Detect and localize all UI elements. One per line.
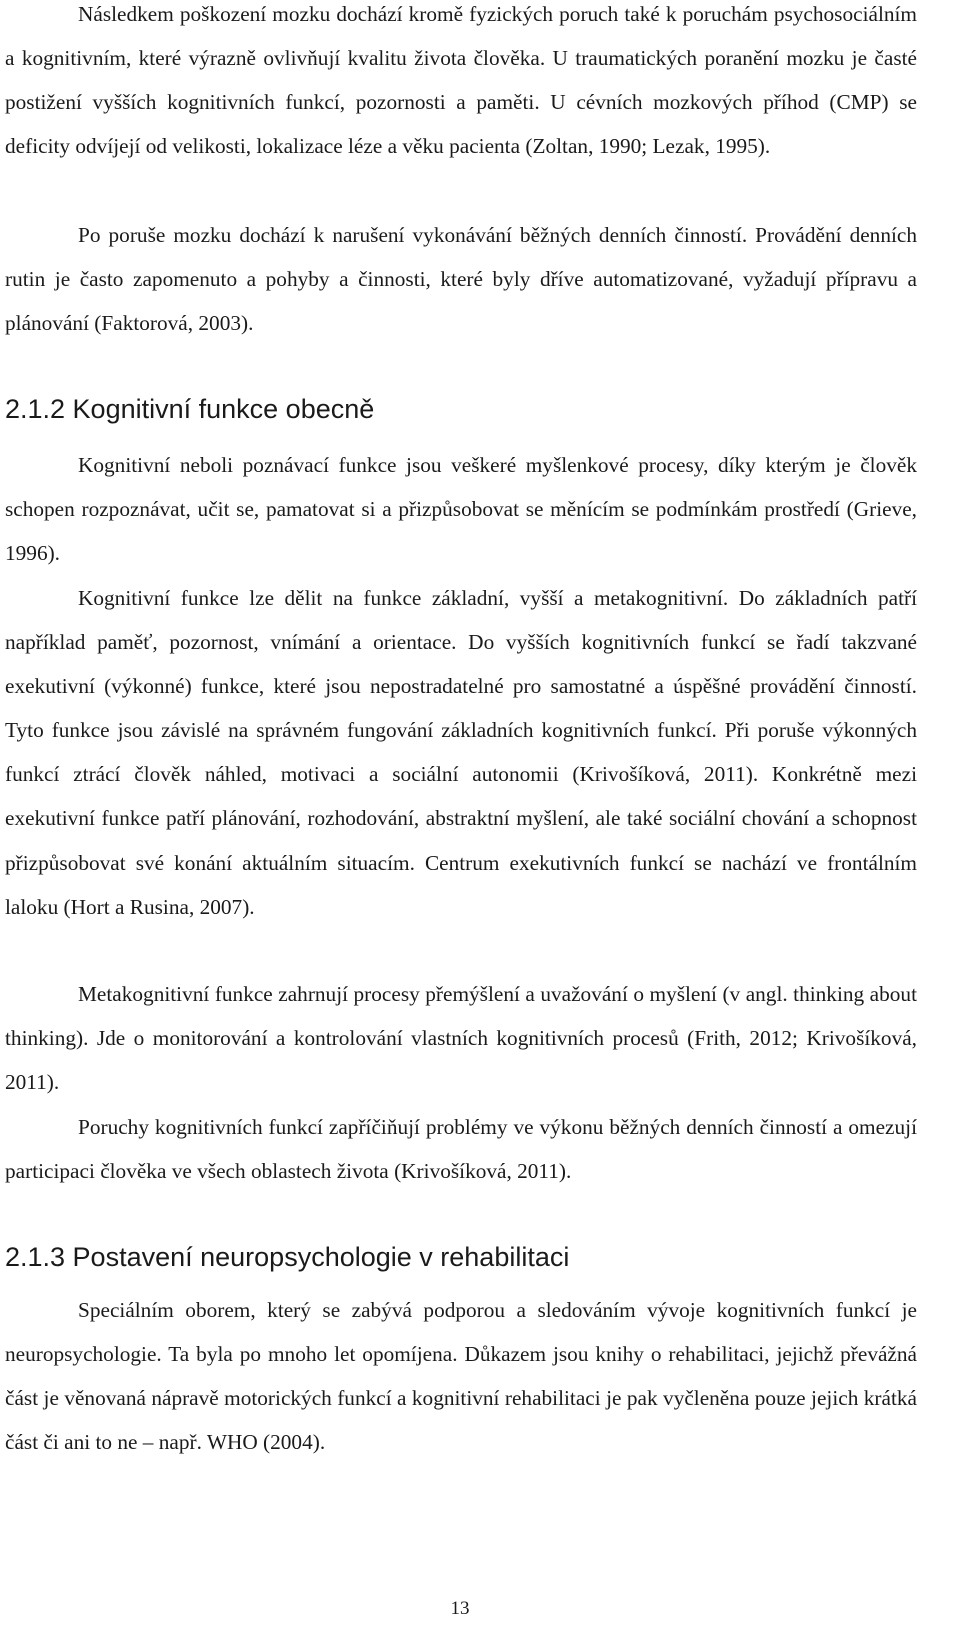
paragraph-neuropsychology: Speciálním oborem, který se zabývá podporou a sledováním vývoje kognitivních funkcí je neuropsychologie. Ta byla po mnoho let opomíjena. Důkazem jsou knihy o rehabilitaci, jejichž převážná část je věnovaná nápravě motorických funkcí a kognitivní rehabilitaci je pak vyčleněna pouze jejich krátká část či ani to ne – např. WHO (2004). [5, 1298, 917, 1455]
paragraph-cognitive-division: Kognitivní funkce lze dělit na funkce základní, vyšší a metakognitivní. Do základních patří například paměť, pozornost, vnímání a orientace. Do vyšších kognitivních funkcí se řadí takzvané exekutivní (výkonné) funkce, které jsou nepostradatelné pro samostatné a úspěšné provádění činností. Tyto funkce jsou závislé na správném fungování základních kognitivních funkcí. Při poruše výkonných funkcí ztrácí člověk náhled, motivaci a sociální autonomii (Krivošíková, 2011). Konkrétně mezi exekutivní funkce patří plánování, rozhodování, abstraktní myšlení, ale také sociální chování a schopnost přizpůsobovat své konání aktuálním situacím. Centrum exekutivních funkcí se nachází ve frontálním laloku (Hort a Rusina, 2007). [5, 586, 917, 919]
paragraph-brain-damage-consequences: Následkem poškození mozku dochází kromě fyzických poruch také k poruchám psychosociálním a kognitivním, které výrazně ovlivňují kvalitu života člověka. U traumatických poranění mozku je časté postižení vyšších kognitivních funkcí, pozornosti a paměti. U cévních mozkových příhod (CMP) se deficity odvíjejí od velikosti, lokalizace léze a věku pacienta (Zoltan, 1990; Lezak, 1995). [5, 2, 917, 159]
section-heading-cognitive-functions: 2.1.2 Kognitivní funkce obecně [5, 394, 375, 424]
paragraph-cognitive-definition: Kognitivní neboli poznávací funkce jsou veškeré myšlenkové procesy, díky kterým je člověk schopen rozpoznávat, učit se, pamatovat si a přizpůsobovat se měnícím se podmínkám prostředí (Grieve, 1996). [5, 453, 917, 566]
paragraph-metacognitive: Metakognitivní funkce zahrnují procesy přemýšlení a uvažování o myšlení (v angl. thinking about thinking). Jde o monitorování a kontrolování vlastních kognitivních procesů (Frith, 2012; Krivošíková, 2011). [5, 982, 917, 1095]
section-heading-neuropsychology: 2.1.3 Postavení neuropsychologie v rehabilitaci [5, 1242, 570, 1272]
page-number: 13 [450, 1598, 470, 1619]
paragraph-cognitive-disorders: Poruchy kognitivních funkcí zapříčiňují problémy ve výkonu běžných denních činností a omezují participaci člověka ve všech oblastech života (Krivošíková, 2011). [5, 1115, 917, 1184]
paragraph-daily-activities: Po poruše mozku dochází k narušení vykonávání běžných denních činností. Provádění denních rutin je často zapomenuto a pohyby a činnosti, které byly dříve automatizované, vyžadují přípravu a plánování (Faktorová, 2003). [5, 223, 917, 336]
